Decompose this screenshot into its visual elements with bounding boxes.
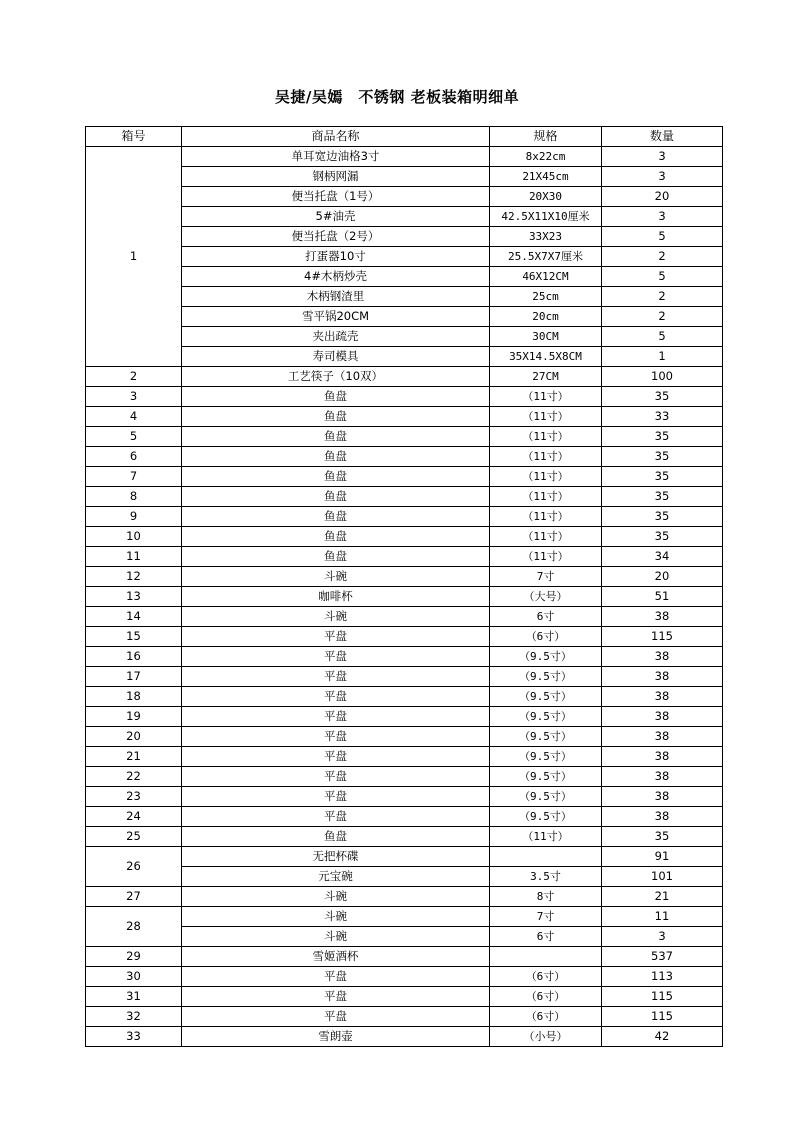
product-name-cell: 斗碗 <box>182 927 490 947</box>
quantity-cell: 3 <box>602 927 723 947</box>
box-number-cell: 30 <box>86 967 182 987</box>
quantity-cell: 21 <box>602 887 723 907</box>
product-name-cell: 平盘 <box>182 767 490 787</box>
table-row <box>86 767 723 787</box>
box-number-cell: 29 <box>86 947 182 967</box>
table-row <box>86 527 723 547</box>
box-number-cell: 18 <box>86 687 182 707</box>
table-row <box>86 267 723 287</box>
table-row <box>86 507 723 527</box>
product-name-cell: 斗碗 <box>182 887 490 907</box>
box-number-cell: 12 <box>86 567 182 587</box>
quantity-cell: 11 <box>602 907 723 927</box>
specification-cell: 20X30 <box>490 187 602 207</box>
product-name-cell: 平盘 <box>182 967 490 987</box>
specification-cell: （6寸） <box>490 627 602 647</box>
specification-cell: （6寸） <box>490 987 602 1007</box>
specification-cell <box>490 847 602 867</box>
specification-cell: 20cm <box>490 307 602 327</box>
quantity-cell: 34 <box>602 547 723 567</box>
table-row <box>86 607 723 627</box>
header-quantity: 数量 <box>602 127 723 147</box>
product-name-cell: 鱼盘 <box>182 407 490 427</box>
quantity-cell: 91 <box>602 847 723 867</box>
specification-cell: （11寸） <box>490 507 602 527</box>
product-name-cell: 斗碗 <box>182 567 490 587</box>
specification-cell: （9.5寸） <box>490 767 602 787</box>
specification-cell: 3.5寸 <box>490 867 602 887</box>
table-row <box>86 227 723 247</box>
product-name-cell: 平盘 <box>182 1007 490 1027</box>
specification-cell: （11寸） <box>490 827 602 847</box>
specification-cell: （9.5寸） <box>490 707 602 727</box>
box-number-cell: 10 <box>86 527 182 547</box>
table-row <box>86 427 723 447</box>
table-row <box>86 1027 723 1047</box>
product-name-cell: 元宝碗 <box>182 867 490 887</box>
specification-cell: 6寸 <box>490 927 602 947</box>
product-name-cell: 工艺筷子（10双） <box>182 367 490 387</box>
table-row <box>86 847 723 867</box>
product-name-cell: 鱼盘 <box>182 387 490 407</box>
quantity-cell: 115 <box>602 1007 723 1027</box>
table-body <box>86 147 723 1047</box>
product-name-cell: 鱼盘 <box>182 527 490 547</box>
product-name-cell: 鱼盘 <box>182 547 490 567</box>
product-name-cell: 木柄钢渣里 <box>182 287 490 307</box>
box-number-cell: 11 <box>86 547 182 567</box>
product-name-cell: 便当托盘（2号） <box>182 227 490 247</box>
box-number-cell: 28 <box>86 907 182 947</box>
box-number-cell: 26 <box>86 847 182 887</box>
quantity-cell: 38 <box>602 607 723 627</box>
quantity-cell: 537 <box>602 947 723 967</box>
table-row <box>86 347 723 367</box>
box-number-cell: 25 <box>86 827 182 847</box>
product-name-cell: 斗碗 <box>182 607 490 627</box>
product-name-cell: 鱼盘 <box>182 827 490 847</box>
product-name-cell: 平盘 <box>182 727 490 747</box>
specification-cell: 25.5X7X7厘米 <box>490 247 602 267</box>
product-name-cell: 雪平锅20CM <box>182 307 490 327</box>
quantity-cell: 38 <box>602 667 723 687</box>
product-name-cell: 无把杯碟 <box>182 847 490 867</box>
table-row <box>86 287 723 307</box>
quantity-cell: 3 <box>602 207 723 227</box>
box-number-cell: 4 <box>86 407 182 427</box>
table-row <box>86 407 723 427</box>
product-name-cell: 夹出疏壳 <box>182 327 490 347</box>
quantity-cell: 101 <box>602 867 723 887</box>
quantity-cell: 35 <box>602 527 723 547</box>
table-row <box>86 987 723 1007</box>
header-specification: 规格 <box>490 127 602 147</box>
box-number-cell: 7 <box>86 467 182 487</box>
product-name-cell: 平盘 <box>182 787 490 807</box>
specification-cell: 27CM <box>490 367 602 387</box>
document-title: 吴捷/吴嫣 不锈钢 老板装箱明细单 <box>274 88 520 106</box>
specification-cell: （9.5寸） <box>490 647 602 667</box>
quantity-cell: 35 <box>602 507 723 527</box>
product-name-cell: 平盘 <box>182 687 490 707</box>
specification-cell: 8寸 <box>490 887 602 907</box>
specification-cell: 7寸 <box>490 567 602 587</box>
table-row <box>86 787 723 807</box>
quantity-cell: 38 <box>602 787 723 807</box>
header-product-name: 商品名称 <box>182 127 490 147</box>
box-number-cell: 22 <box>86 767 182 787</box>
specification-cell <box>490 947 602 967</box>
quantity-cell: 3 <box>602 147 723 167</box>
table-row <box>86 687 723 707</box>
product-name-cell: 便当托盘（1号） <box>182 187 490 207</box>
product-name-cell: 平盘 <box>182 987 490 1007</box>
box-number-cell: 23 <box>86 787 182 807</box>
table-row <box>86 487 723 507</box>
table-row <box>86 887 723 907</box>
product-name-cell: 单耳宽边油格3寸 <box>182 147 490 167</box>
table-row <box>86 567 723 587</box>
product-name-cell: 雪姬酒杯 <box>182 947 490 967</box>
table-row <box>86 947 723 967</box>
specification-cell: 33X23 <box>490 227 602 247</box>
specification-cell: （11寸） <box>490 447 602 467</box>
specification-cell: （11寸） <box>490 487 602 507</box>
quantity-cell: 20 <box>602 187 723 207</box>
specification-cell: （9.5寸） <box>490 787 602 807</box>
quantity-cell: 38 <box>602 747 723 767</box>
box-number-cell: 32 <box>86 1007 182 1027</box>
product-name-cell: 雪朗壶 <box>182 1027 490 1047</box>
table-row <box>86 867 723 887</box>
product-name-cell: 5#油壳 <box>182 207 490 227</box>
table-row <box>86 807 723 827</box>
quantity-cell: 38 <box>602 807 723 827</box>
table-row <box>86 207 723 227</box>
specification-cell: 7寸 <box>490 907 602 927</box>
box-number-cell: 19 <box>86 707 182 727</box>
quantity-cell: 2 <box>602 247 723 267</box>
quantity-cell: 3 <box>602 167 723 187</box>
product-name-cell: 平盘 <box>182 647 490 667</box>
table-row <box>86 367 723 387</box>
specification-cell: （11寸） <box>490 387 602 407</box>
box-number-cell: 16 <box>86 647 182 667</box>
quantity-cell: 5 <box>602 227 723 247</box>
table-row <box>86 327 723 347</box>
specification-cell: 21X45cm <box>490 167 602 187</box>
specification-cell: 35X14.5X8CM <box>490 347 602 367</box>
specification-cell: （小号） <box>490 1027 602 1047</box>
box-number-cell: 33 <box>86 1027 182 1047</box>
specification-cell: （9.5寸） <box>490 667 602 687</box>
specification-cell: （9.5寸） <box>490 727 602 747</box>
box-number-cell: 17 <box>86 667 182 687</box>
quantity-cell: 5 <box>602 267 723 287</box>
quantity-cell: 2 <box>602 287 723 307</box>
quantity-cell: 35 <box>602 427 723 447</box>
quantity-cell: 51 <box>602 587 723 607</box>
quantity-cell: 115 <box>602 627 723 647</box>
table-row <box>86 467 723 487</box>
box-number-cell: 2 <box>86 367 182 387</box>
quantity-cell: 38 <box>602 647 723 667</box>
box-number-cell: 6 <box>86 447 182 467</box>
specification-cell: （11寸） <box>490 527 602 547</box>
quantity-cell: 100 <box>602 367 723 387</box>
specification-cell: （11寸） <box>490 467 602 487</box>
product-name-cell: 平盘 <box>182 627 490 647</box>
quantity-cell: 35 <box>602 467 723 487</box>
specification-cell: （6寸） <box>490 1007 602 1027</box>
product-name-cell: 平盘 <box>182 667 490 687</box>
table-row <box>86 167 723 187</box>
product-name-cell: 咖啡杯 <box>182 587 490 607</box>
product-name-cell: 钢柄网漏 <box>182 167 490 187</box>
box-number-cell: 20 <box>86 727 182 747</box>
table-row <box>86 927 723 947</box>
product-name-cell: 4#木柄炒壳 <box>182 267 490 287</box>
specification-cell: 30CM <box>490 327 602 347</box>
specification-cell: 46X12CM <box>490 267 602 287</box>
box-number-cell: 3 <box>86 387 182 407</box>
table-header-row <box>86 127 723 147</box>
specification-cell: （9.5寸） <box>490 687 602 707</box>
specification-cell: （11寸） <box>490 547 602 567</box>
product-name-cell: 平盘 <box>182 707 490 727</box>
product-name-cell: 鱼盘 <box>182 447 490 467</box>
specification-cell: （11寸） <box>490 427 602 447</box>
product-name-cell: 斗碗 <box>182 907 490 927</box>
quantity-cell: 38 <box>602 727 723 747</box>
header-box-number: 箱号 <box>86 127 182 147</box>
table-row <box>86 747 723 767</box>
table-row <box>86 647 723 667</box>
quantity-cell: 2 <box>602 307 723 327</box>
table-row <box>86 307 723 327</box>
quantity-cell: 38 <box>602 707 723 727</box>
quantity-cell: 113 <box>602 967 723 987</box>
specification-cell: （11寸） <box>490 407 602 427</box>
table-row <box>86 447 723 467</box>
table-row <box>86 907 723 927</box>
table-row <box>86 587 723 607</box>
table-row <box>86 387 723 407</box>
quantity-cell: 33 <box>602 407 723 427</box>
quantity-cell: 115 <box>602 987 723 1007</box>
specification-cell: （6寸） <box>490 967 602 987</box>
specification-cell: 8x22cm <box>490 147 602 167</box>
table-row <box>86 667 723 687</box>
box-number-cell: 27 <box>86 887 182 907</box>
box-number-cell: 8 <box>86 487 182 507</box>
table-row <box>86 967 723 987</box>
quantity-cell: 38 <box>602 767 723 787</box>
product-name-cell: 鱼盘 <box>182 507 490 527</box>
quantity-cell: 38 <box>602 687 723 707</box>
table-row <box>86 707 723 727</box>
quantity-cell: 1 <box>602 347 723 367</box>
box-number-cell: 13 <box>86 587 182 607</box>
product-name-cell: 鱼盘 <box>182 427 490 447</box>
specification-cell: 25cm <box>490 287 602 307</box>
box-number-cell: 31 <box>86 987 182 1007</box>
quantity-cell: 35 <box>602 387 723 407</box>
quantity-cell: 5 <box>602 327 723 347</box>
specification-cell: 6寸 <box>490 607 602 627</box>
table-row <box>86 827 723 847</box>
specification-cell: （大号） <box>490 587 602 607</box>
table-row <box>86 187 723 207</box>
specification-cell: 42.5X11X10厘米 <box>490 207 602 227</box>
table-row <box>86 1007 723 1027</box>
box-number-cell: 14 <box>86 607 182 627</box>
table-row <box>86 147 723 167</box>
quantity-cell: 20 <box>602 567 723 587</box>
specification-cell: （9.5寸） <box>490 747 602 767</box>
box-number-cell: 5 <box>86 427 182 447</box>
quantity-cell: 35 <box>602 487 723 507</box>
table-row <box>86 627 723 647</box>
product-name-cell: 鱼盘 <box>182 467 490 487</box>
product-name-cell: 平盘 <box>182 807 490 827</box>
product-name-cell: 鱼盘 <box>182 487 490 507</box>
product-name-cell: 平盘 <box>182 747 490 767</box>
packing-list-table <box>85 126 723 1047</box>
table-row <box>86 547 723 567</box>
product-name-cell: 打蛋器10寸 <box>182 247 490 267</box>
specification-cell: （9.5寸） <box>490 807 602 827</box>
quantity-cell: 35 <box>602 827 723 847</box>
box-number-cell: 24 <box>86 807 182 827</box>
quantity-cell: 42 <box>602 1027 723 1047</box>
table-row <box>86 247 723 267</box>
product-name-cell: 寿司模具 <box>182 347 490 367</box>
box-number-cell: 21 <box>86 747 182 767</box>
table-row <box>86 727 723 747</box>
box-number-cell: 9 <box>86 507 182 527</box>
box-number-cell: 15 <box>86 627 182 647</box>
box-number-cell: 1 <box>86 147 182 367</box>
quantity-cell: 35 <box>602 447 723 467</box>
